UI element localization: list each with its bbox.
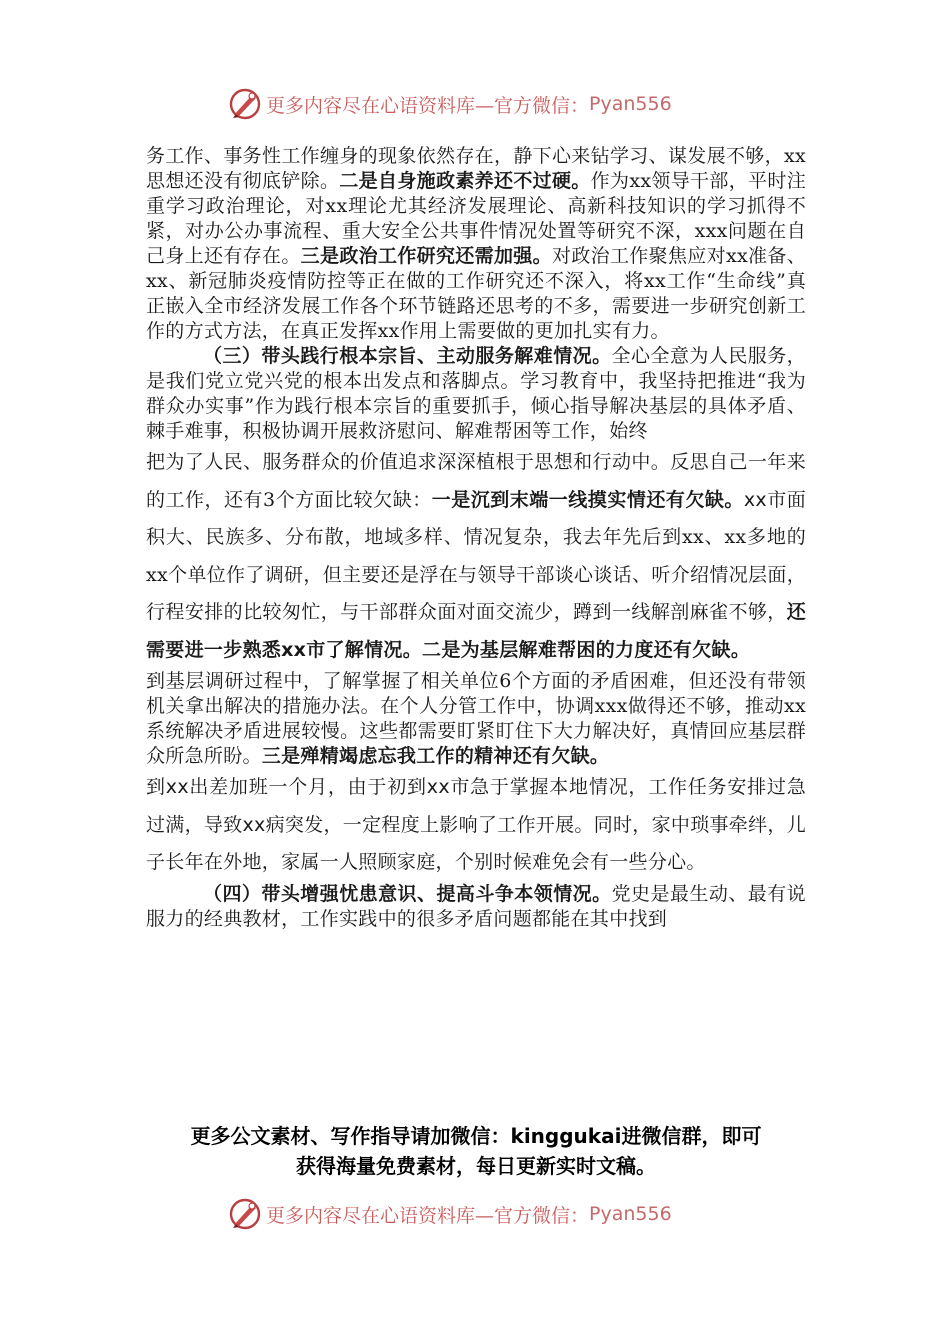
watermark-text: 更多内容尽在心语资料库—官方微信： bbox=[266, 94, 590, 117]
text-run-sans: 到xx出差加班一个月，由于初到xx市急于掌握本地情况，工作任务安排过急过满，导致xx病突发，一定程度上影响了工作开展。同时，家中琐事牵绊，儿子长年在外地，家属一人照顾家庭， bbox=[146, 776, 806, 873]
section-four-heading: （四）带头增强忧患意识、提高斗争本领情况。 bbox=[203, 882, 612, 905]
text-run: 把为了人民、服务群众的价值追求深深植根于思想和行动中。反思自己一年来的工作，还有3个方面比较欠缺： bbox=[146, 451, 806, 511]
section-four-intro bbox=[146, 882, 806, 932]
section-three-body bbox=[146, 444, 806, 669]
header-watermark bbox=[228, 86, 672, 122]
text-run: 对政治工作聚焦应对xx准备、xx、新冠肺炎疫情防控等正在做的工作研究还不深入，将xx工作“生命线”真正嵌入全市经济发展工作各个环节链路还思考的不多，需要进一步研究创新工作的方式方法，在真正发挥xx作用上需要做的更加扎实有力。 bbox=[146, 245, 806, 342]
promo-line-2: 获得海量免费素材，每日更新实时文稿。 bbox=[296, 1154, 656, 1178]
section-three-detail bbox=[146, 669, 806, 769]
watermark-wechat-id: Pyan556 bbox=[589, 93, 672, 115]
paragraph-continued bbox=[146, 144, 806, 344]
promo-line-1: 更多公文素材、写作指导请加微信：kinggukai进微信群，即可 bbox=[190, 1124, 762, 1148]
text-run: 党史是最生动、最有说服力的经典教材，工作实践中的很多矛盾问题都能在其中找到 bbox=[146, 882, 806, 930]
bold-heading-2: 二是自身施政素养还不过硬。 bbox=[339, 170, 591, 192]
bold-point-1: 一是沉到末端一线摸实情还有欠缺。 bbox=[431, 488, 744, 511]
text-run: 作为xx领导干部，平时注重学习政治理论，对xx理论尤其经济发展理论、高新科技知识的学习抓得不紧，对办公办事流程、重大安全公共事件情况处置等研究不深，xxx问题在自己身上还有存在。 bbox=[146, 170, 807, 267]
bold-heading-3: 三是政治工作研究还需加强。 bbox=[300, 245, 552, 267]
footer-watermark bbox=[228, 1196, 672, 1232]
text-run: 到基层调研过程中，了解掌握了相关单位6个方面的矛盾困难，但还没有带领机关拿出解决的措施办法。在个人分管工作中，协调xxx做得还不够，推动xx系统解决矛盾进展较慢。这些都需要盯紧盯住下大力解决好，真情回应基层群众所急所盼。 bbox=[146, 670, 806, 767]
text-run-sans: 还需要进一步熟悉xx市了解情况。 bbox=[146, 601, 806, 661]
watermark-text: 更多内容尽在心语资料库—官方微信： bbox=[266, 1204, 590, 1227]
pen-logo-icon bbox=[228, 1197, 262, 1231]
watermark-wechat-id: Pyan556 bbox=[589, 1203, 672, 1225]
text-run-sans: xx市面积大、民族多、分布散，地域多样、情况复杂，我 bbox=[146, 488, 806, 548]
text-run: 务工作、事务性工作缠身的现象依然存在，静下心来钻学习、谋发展不够，xx思想还没有彻底铲除。 bbox=[146, 145, 806, 192]
text-run: 去年先后到xx、xx多地的xx个单位作了调研，但主要还是浮在与领导干部谈心谈话、听介绍情况层面，行程安排的比较匆忙，与干部群众面对面交流少，蹲到一线解剖麻雀不够， bbox=[146, 526, 806, 623]
bold-point-2: 二是为基层解难帮困的力度还有欠缺。 bbox=[422, 638, 751, 661]
document-body bbox=[146, 144, 806, 932]
text-run: 全心全意为人民服务，是我们党立党兴党的根本出发点和落脚点。学习教育中，我坚持把推进“我为群众办实事”作为践行根本宗旨的重要抓手，倾心指导解决基层的具体矛盾、棘手难事， bbox=[146, 345, 806, 442]
bold-point-3: 三是殚精竭虑忘我工作的精神还有欠缺。 bbox=[261, 745, 610, 767]
section-three-intro bbox=[146, 344, 806, 444]
text-run-sans: 积极协调开展救济慰问、解难帮困等工作，始终 bbox=[242, 420, 648, 442]
section-three-heading: （三）带头践行根本宗旨、主动服务解难情况。 bbox=[203, 345, 612, 367]
promo-notice bbox=[146, 1121, 806, 1181]
pen-logo-icon bbox=[228, 87, 262, 121]
text-run: 个别时候难免会有一些分心。 bbox=[454, 851, 706, 873]
section-three-closing bbox=[146, 769, 806, 882]
